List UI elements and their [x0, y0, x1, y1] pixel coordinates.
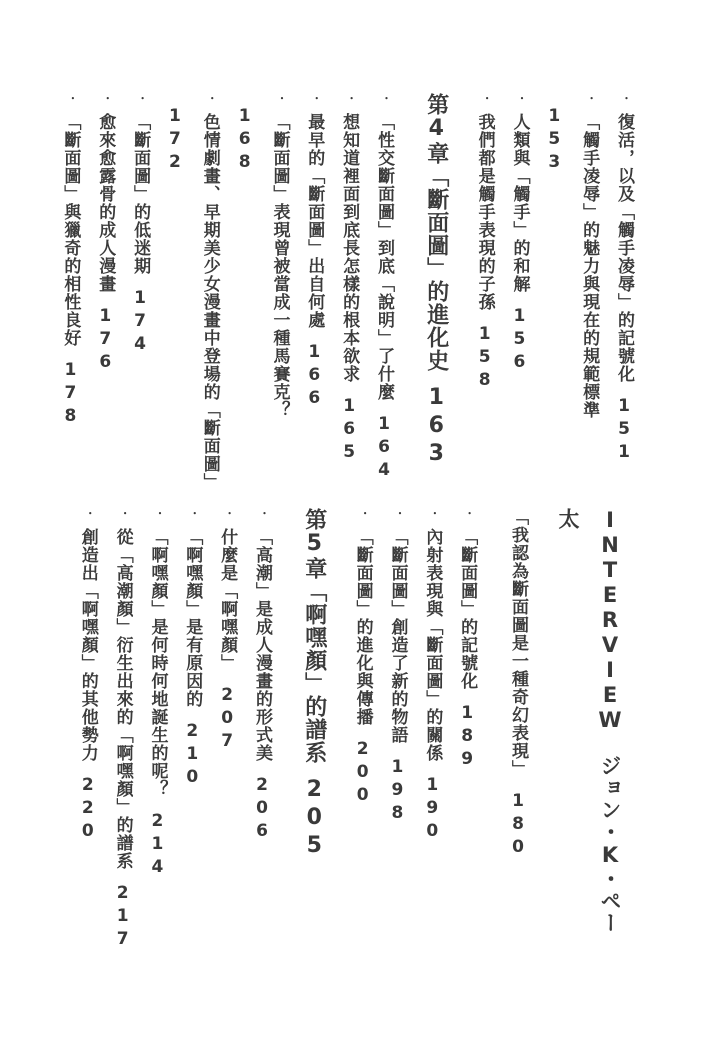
page-number: 190	[422, 775, 443, 844]
toc-entry	[140, 508, 175, 952]
toc-entry	[331, 93, 366, 495]
toc-entry	[414, 508, 449, 952]
page-number: 174	[130, 288, 151, 357]
entry-text: 「我認為斷面圖是一種奇幻表現」	[508, 508, 528, 778]
toc-entry	[366, 93, 401, 495]
page-number: 180	[508, 791, 528, 860]
bullet-dot-icon: ・	[222, 508, 234, 519]
toc-entry	[53, 93, 88, 495]
toc-entry	[70, 508, 105, 952]
bullet-dot-icon: ・	[135, 93, 147, 104]
bullet-dot-icon: ・	[117, 508, 129, 519]
toc-entry	[174, 508, 209, 952]
bullet-dot-icon: ・	[100, 93, 112, 104]
bullet-dot-icon: ・	[462, 508, 474, 519]
entry-text: 內射表現與「斷面圖」的關係	[422, 528, 443, 762]
entry-text: 復活，以及「觸手凌辱」的記號化	[614, 113, 634, 383]
entry-text: 「斷面圖」表現曾被當成一種馬賽克？	[269, 113, 290, 419]
toc-entry	[105, 508, 140, 952]
page-number: 198	[387, 757, 408, 826]
bullet-dot-icon: ・	[274, 93, 286, 104]
page-number: 217	[112, 883, 133, 952]
page-number: 156	[509, 306, 530, 375]
bullet-dot-icon: ・	[514, 93, 526, 104]
toc-entry	[467, 93, 502, 495]
bullet-dot-icon: ・	[256, 508, 268, 519]
bullet-dot-icon: ・	[378, 93, 390, 104]
toc-entry	[87, 93, 122, 495]
toc-section-chapter4	[53, 93, 641, 495]
bullet-dot-icon: ・	[187, 508, 199, 519]
entry-text: 人類與「觸手」的和解	[509, 113, 530, 293]
toc-entry	[122, 93, 157, 495]
page-number: 189	[457, 703, 478, 772]
page-number: 214	[147, 811, 168, 880]
page-number: 207	[217, 685, 238, 754]
page-number: 178	[60, 360, 81, 429]
page-number: 165	[339, 396, 360, 465]
toc-entry	[157, 93, 227, 495]
toc-section-chapter5	[70, 508, 631, 952]
bullet-dot-icon: ・	[344, 93, 356, 104]
interview-heading	[547, 508, 631, 952]
page-number: 166	[304, 342, 325, 411]
page-number: 164	[373, 414, 394, 483]
bullet-dot-icon: ・	[427, 508, 439, 519]
toc-entry	[244, 508, 279, 952]
page-number: 172	[164, 106, 185, 175]
entry-text: 我們都是觸手表現的子孫	[474, 113, 495, 311]
toc-entry	[209, 508, 244, 952]
entry-text: 想知道裡面到底長怎樣的根本欲求	[339, 113, 360, 383]
page-number: 151	[614, 396, 634, 465]
entry-text: 「啊嘿顏」是何時何地誕生的呢？	[147, 528, 168, 798]
entry-text: 色情劇畫、早期美少女漫畫中登場的「斷面圖」	[199, 113, 220, 491]
entry-text: 「性交斷面圖」到底「說明」了什麼	[373, 113, 394, 401]
bullet-dot-icon: ・	[152, 508, 164, 519]
chapter-heading	[293, 508, 335, 952]
entry-text: 「觸手凌辱」的魅力與現在的規範標準	[579, 113, 600, 419]
toc-entry	[449, 508, 484, 952]
page-number: 168	[234, 106, 255, 175]
entry-text: 從「高潮顏」衍生出來的「啊嘿顏」的譜系	[112, 528, 133, 870]
bullet-dot-icon: ・	[619, 93, 630, 104]
entry-text: 第4章「斷面圖」的進化史	[423, 93, 449, 372]
entry-text: 第5章「啊嘿顏」的譜系	[301, 508, 327, 764]
toc-entry	[500, 508, 535, 952]
page-number: 153	[544, 106, 565, 175]
bullet-dot-icon: ・	[65, 93, 77, 104]
toc-entry	[296, 93, 331, 495]
entry-text: 「高潮」是成人漫畫的形式美	[251, 528, 272, 762]
entry-text: 「斷面圖」與獵奇的相性良好	[60, 113, 81, 347]
toc-entry	[536, 93, 606, 495]
page-number: 206	[251, 775, 272, 844]
page-number: 220	[77, 775, 98, 844]
toc-entry	[606, 93, 641, 495]
toc-entry	[345, 508, 380, 952]
toc-entry	[227, 93, 297, 495]
page-number: 176	[95, 306, 116, 375]
page-number: 210	[182, 721, 203, 790]
entry-text: 「斷面圖」的記號化	[457, 528, 478, 690]
entry-text: 「啊嘿顏」是有原因的	[182, 528, 203, 708]
entry-text: 「斷面圖」創造了新的物語	[387, 528, 408, 744]
page-number: 163	[423, 385, 449, 469]
page-number: 200	[352, 739, 373, 808]
bullet-dot-icon: ・	[82, 508, 94, 519]
page-number: 205	[301, 777, 327, 861]
entry-text: 創造出「啊嘿顏」的其他勢力	[77, 528, 98, 762]
entry-text: 什麼是「啊嘿顏」	[217, 528, 238, 672]
bullet-dot-icon: ・	[479, 93, 491, 104]
toc-entry	[502, 93, 537, 495]
entry-text: 愈來愈露骨的成人漫畫	[95, 113, 116, 293]
bullet-dot-icon: ・	[392, 508, 404, 519]
chapter-heading	[415, 93, 457, 495]
bullet-dot-icon: ・	[584, 93, 596, 104]
entry-text: 最早的「斷面圖」出自何處	[304, 113, 325, 329]
bullet-dot-icon: ・	[357, 508, 369, 519]
bullet-dot-icon: ・	[309, 93, 321, 104]
entry-text: INTERVIEW ジョン・K・ペー太	[556, 508, 622, 934]
entry-text: 「斷面圖」的進化與傳播	[352, 528, 373, 726]
toc-entry	[380, 508, 415, 952]
entry-text: 「斷面圖」的低迷期	[130, 113, 151, 275]
page-number: 158	[474, 324, 495, 393]
bullet-dot-icon: ・	[204, 93, 216, 104]
